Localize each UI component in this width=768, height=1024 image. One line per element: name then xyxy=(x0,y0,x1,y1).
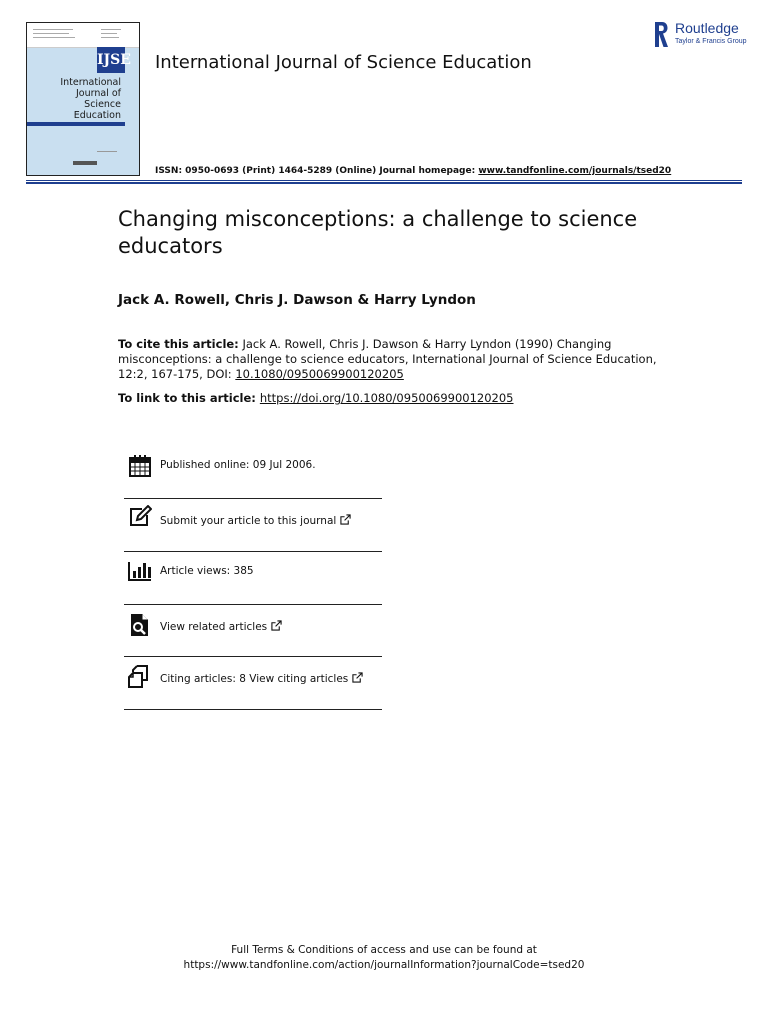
cover-text-line xyxy=(33,33,69,34)
link-label: To link to this article: xyxy=(118,391,260,405)
related-text: View related articles xyxy=(160,621,268,633)
citing-label xyxy=(160,672,363,685)
external-link-icon xyxy=(271,620,282,631)
journal-homepage-link[interactable]: www.tandfonline.com/journals/tsed20 xyxy=(478,166,672,176)
cover-title: International Journal of Science Education xyxy=(60,77,121,121)
submit-text: Submit your article to this journal xyxy=(160,515,337,527)
related-row[interactable] xyxy=(124,605,380,657)
related-label xyxy=(160,620,282,633)
article-authors: Jack A. Rowell, Chris J. Dawson & Harry Lyndon xyxy=(118,292,476,308)
terms-url[interactable]: https://www.tandfonline.com/action/journalInformation?journalCode=tsed20 xyxy=(183,959,585,971)
article-views: Article views: 385 xyxy=(160,565,254,577)
citing-documents-icon xyxy=(128,665,152,689)
cover-header xyxy=(27,23,139,48)
issn-line xyxy=(155,166,671,176)
external-link-icon xyxy=(352,672,363,683)
publisher-group: Taylor & Francis Group xyxy=(675,38,747,45)
document-search-icon xyxy=(128,613,152,637)
article-url-link[interactable]: https://doi.org/10.1080/0950069900120205 xyxy=(259,391,514,405)
header-divider xyxy=(26,182,742,184)
routledge-r-icon xyxy=(653,21,669,48)
header-divider xyxy=(26,180,742,181)
external-link-icon xyxy=(340,514,351,525)
published-row xyxy=(124,446,380,498)
submit-row[interactable] xyxy=(124,499,380,551)
views-row xyxy=(124,552,380,604)
citing-row[interactable] xyxy=(124,657,380,709)
cover-publisher-mark xyxy=(73,161,97,165)
doi-link[interactable]: 10.1080/0950069900120205 xyxy=(235,367,404,381)
cover-text-line xyxy=(101,29,121,30)
terms-text: Full Terms & Conditions of access and use can be found at xyxy=(231,944,537,956)
journal-cover xyxy=(26,22,140,176)
submit-label xyxy=(160,514,351,527)
citation-block xyxy=(118,337,658,382)
cite-label: To cite this article: xyxy=(118,337,239,351)
bar-chart-icon xyxy=(128,558,152,582)
row-divider xyxy=(124,709,382,710)
article-link-line xyxy=(118,391,514,405)
cover-logo: IJSE xyxy=(97,47,125,73)
edit-icon xyxy=(128,505,152,529)
cover-text-line xyxy=(97,151,117,152)
journal-title: International Journal of Science Education xyxy=(155,52,532,73)
issn-text: ISSN: 0950-0693 (Print) 1464-5289 (Online) Journal homepage: xyxy=(155,166,479,176)
cover-stripe xyxy=(27,122,97,126)
cover-text-line xyxy=(33,29,73,30)
calendar-icon xyxy=(128,454,152,478)
cite-text: Jack A. Rowell, Chris J. Dawson & Harry Lyndon (1990) Changing misconceptions: a challenge to science educators, International Journal of Science Education, 12:2, 167-175, DOI: xyxy=(118,337,657,381)
cover-text-line xyxy=(101,37,119,38)
cover-text-line xyxy=(101,33,117,34)
published-date: Published online: 09 Jul 2006. xyxy=(160,459,316,471)
terms-footer xyxy=(0,943,768,973)
publisher-name: Routledge xyxy=(675,20,739,36)
publisher-logo xyxy=(653,20,748,50)
cover-stripe xyxy=(97,122,125,126)
article-title: Changing misconceptions: a challenge to science educators xyxy=(118,207,638,258)
cover-text-line xyxy=(33,37,75,38)
citing-text: Citing articles: 8 View citing articles xyxy=(160,673,349,685)
